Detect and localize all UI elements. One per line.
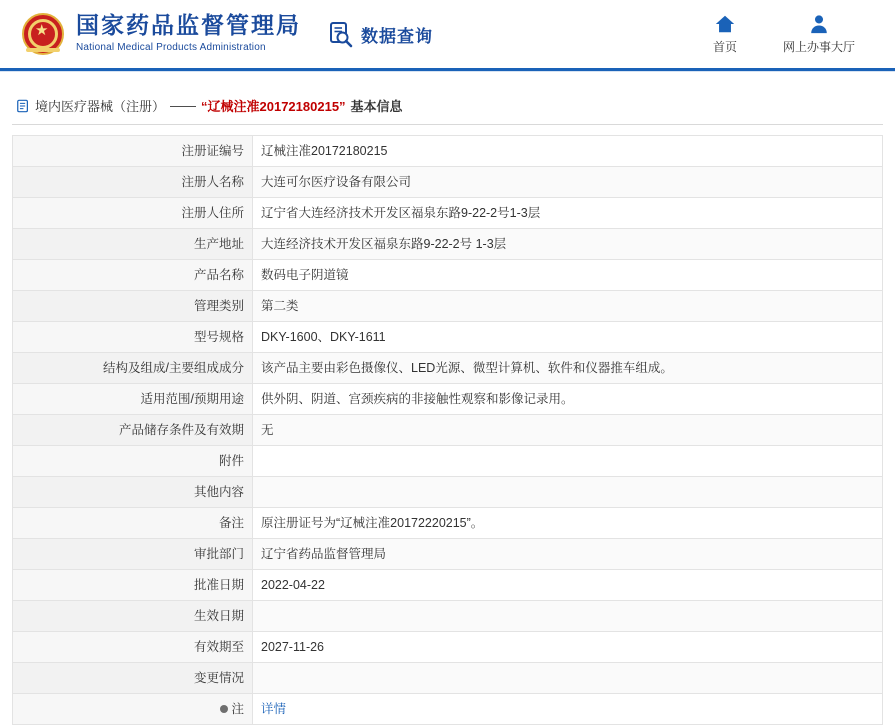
- row-value: 2027-11-26: [253, 632, 883, 663]
- row-key-note: [13, 694, 253, 725]
- row-key: 附件: [13, 446, 253, 477]
- table-row: [13, 539, 883, 570]
- table-row: [13, 477, 883, 508]
- national-emblem-icon: ★: [20, 11, 66, 57]
- row-value: [253, 601, 883, 632]
- row-key: 型号规格: [13, 322, 253, 353]
- row-value: 数码电子阴道镜: [253, 260, 883, 291]
- table-row: [13, 167, 883, 198]
- row-value: 辽宁省药品监督管理局: [253, 539, 883, 570]
- table-row: [13, 260, 883, 291]
- header-divider-light: [0, 71, 895, 72]
- detail-table-wrapper: [12, 135, 883, 725]
- data-query-entry[interactable]: [327, 20, 433, 48]
- table-row: [13, 601, 883, 632]
- org-title-block: [76, 13, 301, 55]
- breadcrumb-separator: ——: [170, 98, 197, 113]
- row-key: 适用范围/预期用途: [13, 384, 253, 415]
- table-row: [13, 570, 883, 601]
- row-key: 管理类别: [13, 291, 253, 322]
- breadcrumb-category[interactable]: 境内医疗器械（注册）: [35, 99, 166, 114]
- row-key: 注册人住所: [13, 198, 253, 229]
- row-value-note: [253, 694, 883, 725]
- detail-link[interactable]: 详情: [261, 702, 287, 716]
- row-value: 该产品主要由彩色摄像仪、LED光源、微型计算机、软件和仪器推车组成。: [253, 353, 883, 384]
- table-row: [13, 415, 883, 446]
- row-value: 第二类: [253, 291, 883, 322]
- document-icon: [16, 99, 30, 113]
- table-row: [13, 229, 883, 260]
- bullet-icon: [220, 705, 228, 713]
- table-row: [13, 508, 883, 539]
- table-row: [13, 353, 883, 384]
- data-query-label: 数据查询: [361, 26, 433, 46]
- table-row: [13, 446, 883, 477]
- row-value: [253, 663, 883, 694]
- row-value: 无: [253, 415, 883, 446]
- row-key: 结构及组成/主要组成成分: [13, 353, 253, 384]
- row-value: 辽宁省大连经济技术开发区福泉东路9-22-2号1-3层: [253, 198, 883, 229]
- row-key: 其他内容: [13, 477, 253, 508]
- breadcrumb-record-number: “辽械注准20172180215”: [201, 99, 346, 114]
- row-value: [253, 446, 883, 477]
- nav-item-service-hall-label: 网上办事大厅: [782, 40, 855, 54]
- nav-item-service-hall[interactable]: [783, 13, 855, 55]
- row-key: 批准日期: [13, 570, 253, 601]
- nav-item-home-label: 首页: [712, 40, 737, 54]
- table-row: [13, 663, 883, 694]
- row-value: 辽械注准20172180215: [253, 136, 883, 167]
- row-key: 注册证编号: [13, 136, 253, 167]
- row-value: 供外阴、阴道、宫颈疾病的非接触性观察和影像记录用。: [253, 384, 883, 415]
- table-row: [13, 291, 883, 322]
- user-icon: [808, 13, 830, 35]
- table-row: [13, 384, 883, 415]
- row-value: 大连经济技术开发区福泉东路9-22-2号 1-3层: [253, 229, 883, 260]
- row-key: 注册人名称: [13, 167, 253, 198]
- row-value: 原注册证号为“辽械注准20172220215”。: [253, 508, 883, 539]
- search-document-icon: [327, 20, 355, 48]
- row-value: 2022-04-22: [253, 570, 883, 601]
- registration-detail-table: [12, 135, 883, 725]
- org-name-en: National Medical Products Administration: [76, 42, 266, 53]
- home-icon: [714, 13, 736, 35]
- detail-table-body: [13, 136, 883, 725]
- row-key: 变更情况: [13, 663, 253, 694]
- row-value: 大连可尔医疗设备有限公司: [253, 167, 883, 198]
- table-row-note: [13, 694, 883, 725]
- row-key: 生效日期: [13, 601, 253, 632]
- row-value: DKY-1600、DKY-1611: [253, 322, 883, 353]
- row-key: 有效期至: [13, 632, 253, 663]
- breadcrumb: [12, 90, 883, 125]
- org-name-cn: 国家药品监督管理局: [76, 13, 301, 39]
- table-row: [13, 136, 883, 167]
- table-row: [13, 632, 883, 663]
- row-value: [253, 477, 883, 508]
- row-key: 产品储存条件及有效期: [13, 415, 253, 446]
- table-row: [13, 198, 883, 229]
- row-key: 审批部门: [13, 539, 253, 570]
- page-header: [0, 0, 895, 68]
- table-row: [13, 322, 883, 353]
- row-key: 产品名称: [13, 260, 253, 291]
- row-key: 备注: [13, 508, 253, 539]
- row-key-note-label: 注: [231, 702, 244, 716]
- nav-item-home[interactable]: [713, 13, 737, 55]
- row-key: 生产地址: [13, 229, 253, 260]
- breadcrumb-tail: 基本信息: [350, 99, 403, 114]
- header-nav: [713, 13, 875, 55]
